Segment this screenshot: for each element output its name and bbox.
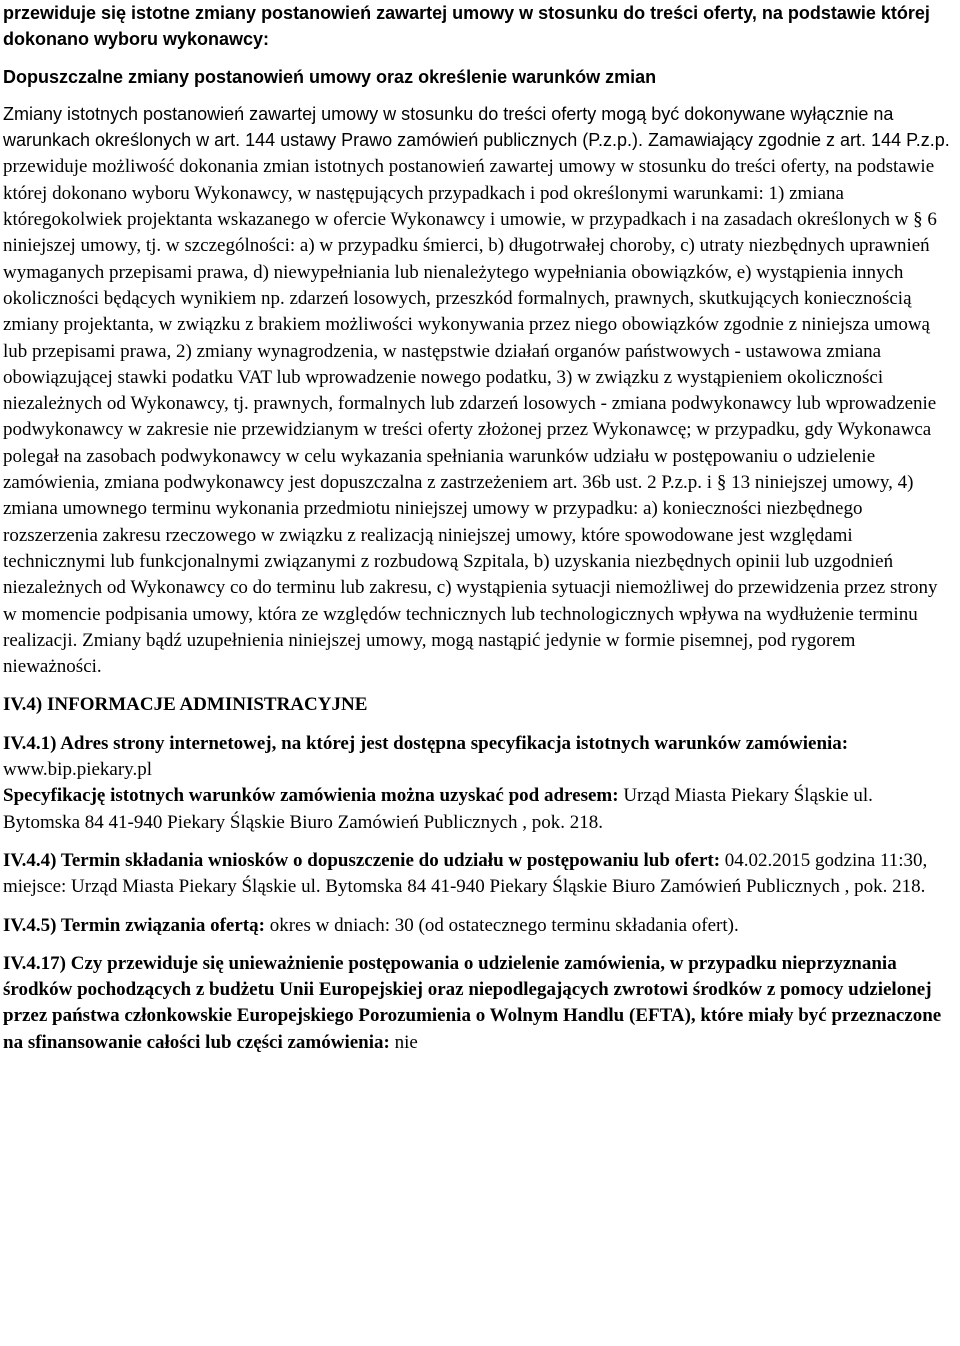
- cancellation-field: [3, 951, 951, 1056]
- intro-statement: przewiduje się istotne zmiany postanowień zawartej umowy w stosunku do treści oferty, na podstawie której dokonano wyboru wykonawcy:: [3, 3, 930, 50]
- binding-period-value: okres w dniach: 30 (od ostatecznego terminu składania ofert).: [264, 914, 739, 936]
- siwz-address-value: Urząd Miasta Piekary Śląskie ul. Bytomska 84 41-940 Piekary Śląskie Biuro Zamówień Publicznych , pok. 218.: [3, 785, 873, 833]
- submission-deadline-value: 04.02.2015 godzina 11:30, miejsce: Urząd Miasta Piekary Śląskie ul. Bytomska 84 41-940 Piekary Śląskie Biuro Zamówień Publicznych , pok. 218.: [3, 849, 928, 898]
- changes-text-sans: Zmiany istotnych postanowień zawartej umowy w stosunku do treści oferty mogą być dokonywane wyłącznie na warunkach określonych w art. 144 ustawy Prawo zamówień publicznych (P.z.p.). Zamawiający zgodnie z art. 144 P.z.p.: [3, 103, 950, 151]
- website-address-field: [3, 731, 951, 784]
- siwz-address-field: [3, 783, 951, 836]
- changes-paragraph: [3, 101, 951, 681]
- changes-heading: Dopuszczalne zmiany postanowień umowy oraz określenie warunków zmian: [3, 66, 657, 87]
- cancellation-label: IV.4.17) Czy przewiduje się unieważnienie postępowania o udzielenie zamówienia, w przypadku nieprzyznania środków pochodzących z budżetu Unii Europejskiej oraz niepodlegających zwrotowi środków z pomocy udzielonej przez państwa członkowskie Europejskiego Porozumienia o Wolnym Handlu (EFTA), które miały być przeznaczone na sfinansowanie całości lub części zamówienia:: [3, 952, 942, 1053]
- binding-period-label: IV.4.5) Termin związania ofertą:: [3, 914, 265, 936]
- submission-deadline-label: IV.4.4) Termin składania wniosków o dopuszczenie do udziału w postępowaniu lub ofert:: [3, 849, 721, 871]
- siwz-address-label: Specyfikację istotnych warunków zamówienia można uzyskać pod adresem:: [3, 785, 619, 807]
- binding-period-field: [3, 913, 951, 939]
- submission-deadline-field: [3, 848, 951, 901]
- changes-text-serif: przewiduje możliwość dokonania zmian istotnych postanowień zawartej umowy w stosunku do treści oferty, na podstawie której dokonano wyboru Wykonawcy, w następujących przypadkach i pod określonymi warunkami: 1) zmiana któregokolwiek projektanta wskazanego w ofercie Wykonawcy i umowie, w przypadkach i na zasadach określonych w § 6 niniejszej umowy, tj. w szczególności: a) w przypadku śmierci, b) długotrwałej choroby, c) utraty niezbędnych uprawnień wymaganych przepisami prawa, d) niewypełniania lub nienależytego wypełniania obowiązków, e) wystąpienia innych okoliczności będących wynikiem np. zdarzeń losowych, przeszkód formalnych, prawnych, skutkujących koniecznością zmiany projektanta, w związku z brakiem możliwości wykonywania przez niego obowiązków zgodnie z niniejsza umową lub przepisami prawa, 2) zmiany wynagrodzenia, w następstwie działań organów państwowych - ustawowa zmiana obowiązującej stawki podatku VAT lub wprowadzenie nowego podatku, 3) w związku z wystąpieniem okoliczności niezależnych od Wykonawcy, tj. prawnych, formalnych lub zdarzeń losowych - zmiana podwykonawcy lub wprowadzenie podwykonawcy w zakresie nie przewidzianym w treści oferty złożonej przez Wykonawcę; w przypadku, gdy Wykonawca polegał na zasobach podwykonawcy w celu wykazania spełniania warunków udziału w postępowaniu o udzielenie zamówienia, zmiana podwykonawcy jest dopuszczalna z zastrzeżeniem art. 36b ust. 2 P.z.p. i § 13 niniejszej umowy, 4) zmiana umownego terminu wykonania przedmiotu niniejszej umowy w przypadku: a) konieczności niezbędnego rozszerzenia zakresu rzeczowego w związku z realizacją niniejszej umowy, które spowodowane jest względami technicznymi lub funkcjonalnymi związanymi z rozbudową Szpitala, b) uzyskania niezbędnych opinii lub uzgodnień niezależnych od Wykonawcy co do terminu lub zakresu, c) wystąpienia sytuacji niemożliwej do przewidzenia przez strony w momencie podpisania umowy, która ze względów technicznych lub technologicznych wpływa na wydłużenie terminu realizacji. Zmiany bądź uzupełnienia niniejszej umowy, mogą nastąpić jedynie w formie pisemnej, pod rygorem nieważności.: [3, 156, 938, 678]
- website-address-value: www.bip.piekary.pl: [3, 759, 152, 781]
- document-page: [3, 0, 951, 1056]
- website-address-label: IV.4.1) Adres strony internetowej, na której jest dostępna specyfikacja istotnych warunków zamówienia:: [3, 732, 849, 754]
- section-heading: IV.4) INFORMACJE ADMINISTRACYJNE: [3, 694, 368, 716]
- cancellation-value: nie: [389, 1031, 418, 1053]
